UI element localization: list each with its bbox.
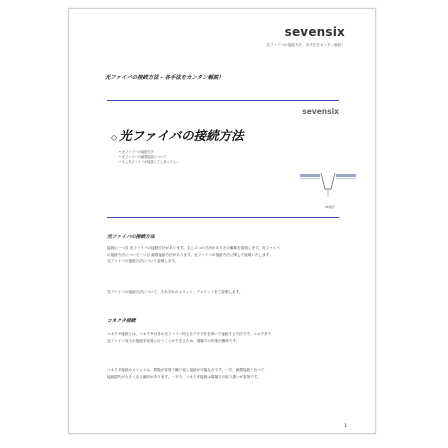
section-paragraph: 接続の一つ目 光ファイバの接続方法があります。主に２つの方法がありその概要を説明します。光ファイバ の接続方法について一つ目 融着接続方法があります。光ファイバの接続方法に関して説明いたします。 光ファイバの接続方法について説明します。	[107, 246, 280, 263]
section-paragraph: 光ファイバの接続方法について、それぞれのメリット・デメリットをご説明します。	[107, 290, 243, 294]
slide-top-rule	[107, 100, 339, 101]
fiber-right-clad	[336, 178, 356, 179]
page-number: 1	[344, 424, 347, 429]
brand-subtitle: 光ファイバの接続方法 - 各手法をカンタン解説！	[266, 43, 345, 47]
list-item: • 光ファイバの接続方法	[119, 150, 154, 154]
slide-bullet-list	[119, 150, 179, 166]
v-groove-icon	[321, 173, 335, 189]
slide-bottom-rule	[107, 217, 339, 218]
section-paragraph: コネクタ接続とは、コネクタ付きの光ファイバ同士をアダプタを用いて接続する方法です。コネクタで 光ファイバ同士の接続を容易に行うことができるため、現場での作業が簡単です。	[107, 332, 272, 343]
list-item: • 光ファイバの融着接続について	[119, 155, 167, 160]
fiber-left-clad	[300, 178, 320, 179]
fiber-left-core	[300, 174, 320, 177]
section-paragraph: コネクタ接続のメリットは、着脱が容易で繰り返し接続が可能な点です。一方、融着接続と比べて 接続損失が大きくなる傾向があります。一方で、コネクタ接続は現場での取り扱いが容易です。	[107, 368, 265, 379]
fiber-connection-diagram	[299, 169, 359, 209]
document-page	[68, 8, 376, 434]
slide-title-text: 光ファイバの接続方法	[119, 128, 244, 143]
title-mark-icon: ◇	[111, 133, 118, 142]
document-title: 光ファイバの接続方法 - 各手法をカンタン解説！	[105, 75, 224, 81]
fiber-right-core	[336, 174, 356, 177]
section-heading: 光ファイバの接続方法	[107, 235, 155, 240]
slide-brand-logo: sevensix	[302, 107, 339, 116]
figure-caption: PZ接続	[325, 205, 335, 209]
slide-title	[111, 126, 244, 144]
section-heading: コネクタ接続	[107, 319, 136, 324]
list-item: • もし光ファイバが接続してしまったら…	[119, 160, 180, 165]
brand-logo: sevensix	[284, 25, 345, 39]
